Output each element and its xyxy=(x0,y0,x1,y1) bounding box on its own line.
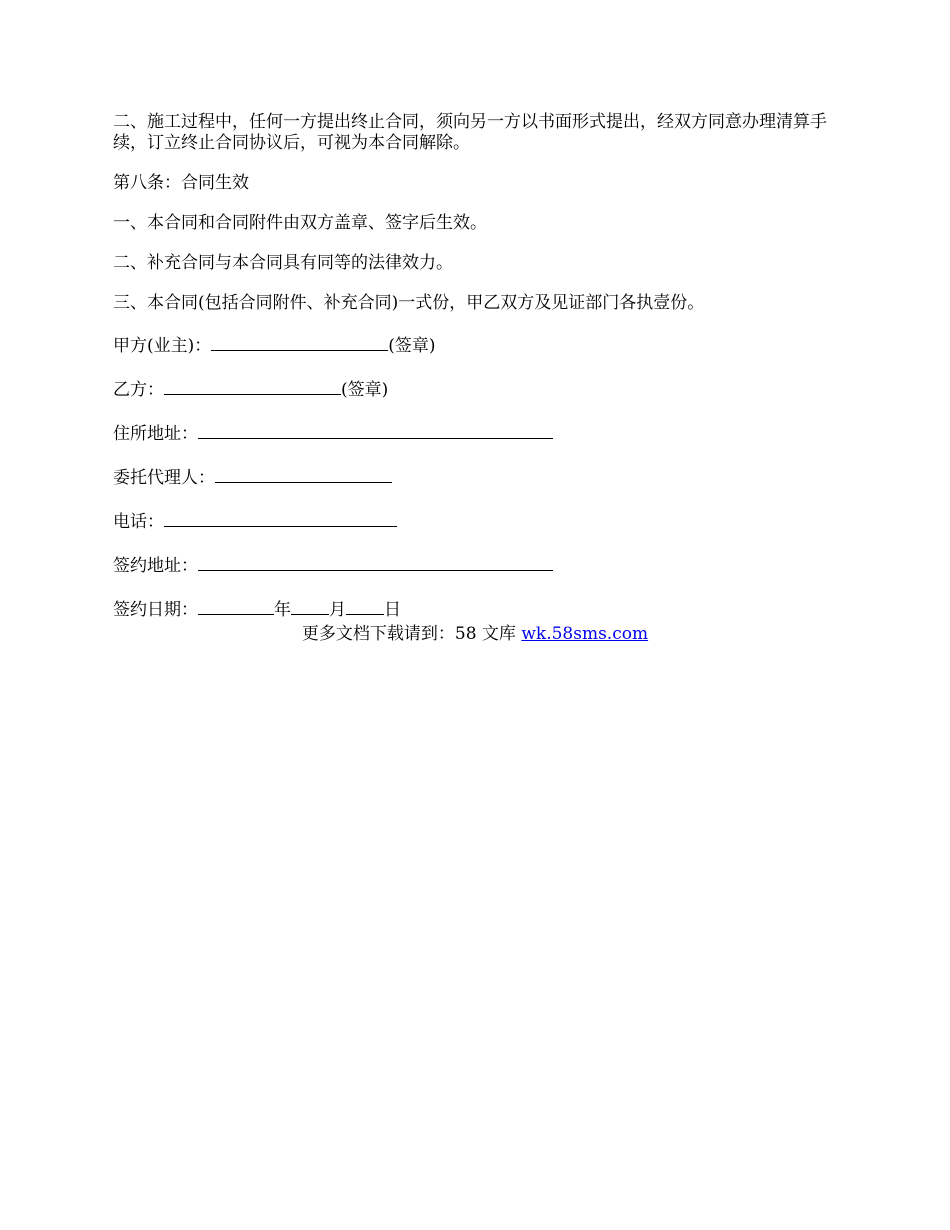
sign-place-blank[interactable] xyxy=(198,553,553,571)
agent-blank[interactable] xyxy=(215,465,392,483)
termination-paragraph: 二、施工过程中，任何一方提出终止合同，须向另一方以书面形式提出，经双方同意办理清算手续，订立终止合同协议后，可视为本合同解除。 xyxy=(113,112,827,153)
phone-blank[interactable] xyxy=(164,509,397,527)
sign-date-line xyxy=(113,597,843,621)
effect-clause-2: 二、补充合同与本合同具有同等的法律效力。 xyxy=(113,253,453,273)
day-label: 日 xyxy=(384,600,401,620)
sign-place-line xyxy=(113,553,843,577)
party-a-signature-line xyxy=(113,333,843,357)
address-line xyxy=(113,421,843,445)
sign-place-label: 签约地址： xyxy=(113,556,198,576)
year-blank[interactable] xyxy=(198,597,274,615)
party-b-label: 乙方： xyxy=(113,380,164,400)
party-b-signature-line xyxy=(113,377,843,401)
sign-date-label: 签约日期： xyxy=(113,600,198,620)
agent-label: 委托代理人： xyxy=(113,468,215,488)
party-b-seal-label: (签章) xyxy=(341,380,389,400)
phone-line xyxy=(113,509,843,533)
effect-clause-1: 一、本合同和合同附件由双方盖章、签字后生效。 xyxy=(113,213,487,233)
article-eight-heading: 第八条：合同生效 xyxy=(113,173,249,193)
download-footer xyxy=(0,624,950,645)
address-blank[interactable] xyxy=(198,421,553,439)
month-blank[interactable] xyxy=(291,597,329,615)
party-b-signature-blank[interactable] xyxy=(164,377,341,395)
phone-label: 电话： xyxy=(113,512,164,532)
footer-text: 更多文档下载请到：58 文库 xyxy=(301,624,522,644)
month-label: 月 xyxy=(329,600,346,620)
effect-clause-3: 三、本合同(包括合同附件、补充合同)一式份，甲乙双方及见证部门各执壹份。 xyxy=(113,293,705,313)
party-a-signature-blank[interactable] xyxy=(211,333,388,351)
footer-link[interactable]: wk.58sms.com xyxy=(521,624,649,644)
year-label: 年 xyxy=(274,600,291,620)
party-a-label: 甲方(业主)： xyxy=(113,336,212,356)
address-label: 住所地址： xyxy=(113,424,198,444)
party-a-seal-label: (签章) xyxy=(388,336,436,356)
day-blank[interactable] xyxy=(346,597,384,615)
agent-line xyxy=(113,465,843,489)
document-page xyxy=(113,112,843,641)
